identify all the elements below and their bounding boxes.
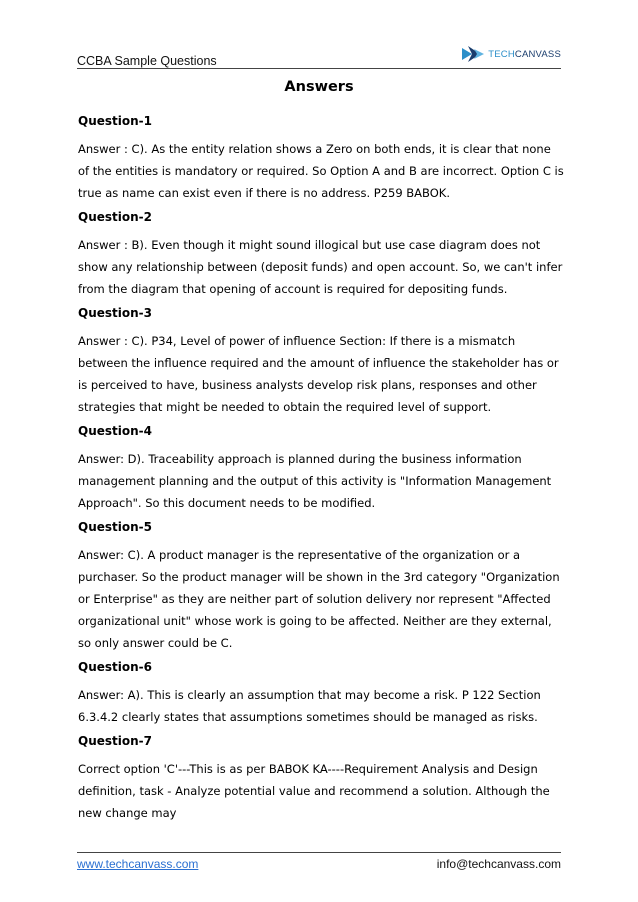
answer-text: Answer : C). As the entity relation shows a Zero on both ends, it is clear that none of the entities is mandatory or required. So Option A and B are incorrect. Option C is true as name can exist even if there is no address. P259 BABOK. (78, 142, 564, 200)
page-title: Answers (284, 79, 354, 95)
logo-icon (462, 46, 484, 62)
answer-section-7 (78, 732, 564, 824)
answer-text: Answer: D). Traceability approach is planned during the business information management planning and the output of this activity is "Information Management Approach". So this document needs to be modified. (78, 452, 552, 510)
question-heading: Question-3 (78, 306, 152, 320)
answer-section-5 (78, 518, 564, 654)
question-heading: Question-7 (78, 734, 152, 748)
answers-list (78, 112, 564, 828)
answer-text: Correct option 'C'---This is as per BABOK KA----Requirement Analysis and Design definition, task - Analyze potential value and recommend a solution. Although the new change may (78, 762, 550, 820)
answer-text: Answer: A). This is clearly an assumption that may become a risk. P 122 Section 6.3.4.2 clearly states that assumptions sometimes should be managed as risks. (78, 688, 541, 724)
question-heading: Question-4 (78, 424, 152, 438)
question-heading: Question-6 (78, 660, 152, 674)
document-title: CCBA Sample Questions (77, 54, 217, 68)
header-divider (77, 68, 561, 69)
techcanvass-logo (462, 46, 561, 62)
answer-text: Answer: C). A product manager is the representative of the organization or a purchaser. So the product manager will be shown in the 3rd category "Organization or Enterprise" as they are neither part of solution delivery nor represent "Affected organizational unit" whose work is going to be affected. Neither are they external, so only answer could be C. (78, 548, 560, 650)
contact-email: info@techcanvass.com (436, 857, 561, 871)
answer-section-2 (78, 208, 564, 300)
answer-section-3 (78, 304, 564, 418)
question-heading: Question-1 (78, 114, 152, 128)
page-header (77, 44, 561, 68)
logo-wordmark: TECHCANVASS (488, 48, 561, 60)
answer-section-1 (78, 112, 564, 204)
answer-section-6 (78, 658, 564, 728)
answer-text: Answer : C). P34, Level of power of influence Section: If there is a mismatch between the influence required and the amount of influence the stakeholder has or is perceived to have, business analysts develop risk plans, responses and other strategies that might be needed to obtain the required level of support. (78, 334, 559, 414)
question-heading: Question-2 (78, 210, 152, 224)
question-heading: Question-5 (78, 520, 152, 534)
answer-text: Answer : B). Even though it might sound illogical but use case diagram does not show any relationship between (deposit funds) and open account. So, we can't infer from the diagram that opening of account is required for depositing funds. (78, 238, 563, 296)
answer-section-4 (78, 422, 564, 514)
website-link[interactable]: www.techcanvass.com (77, 857, 199, 871)
footer-divider (77, 852, 561, 853)
